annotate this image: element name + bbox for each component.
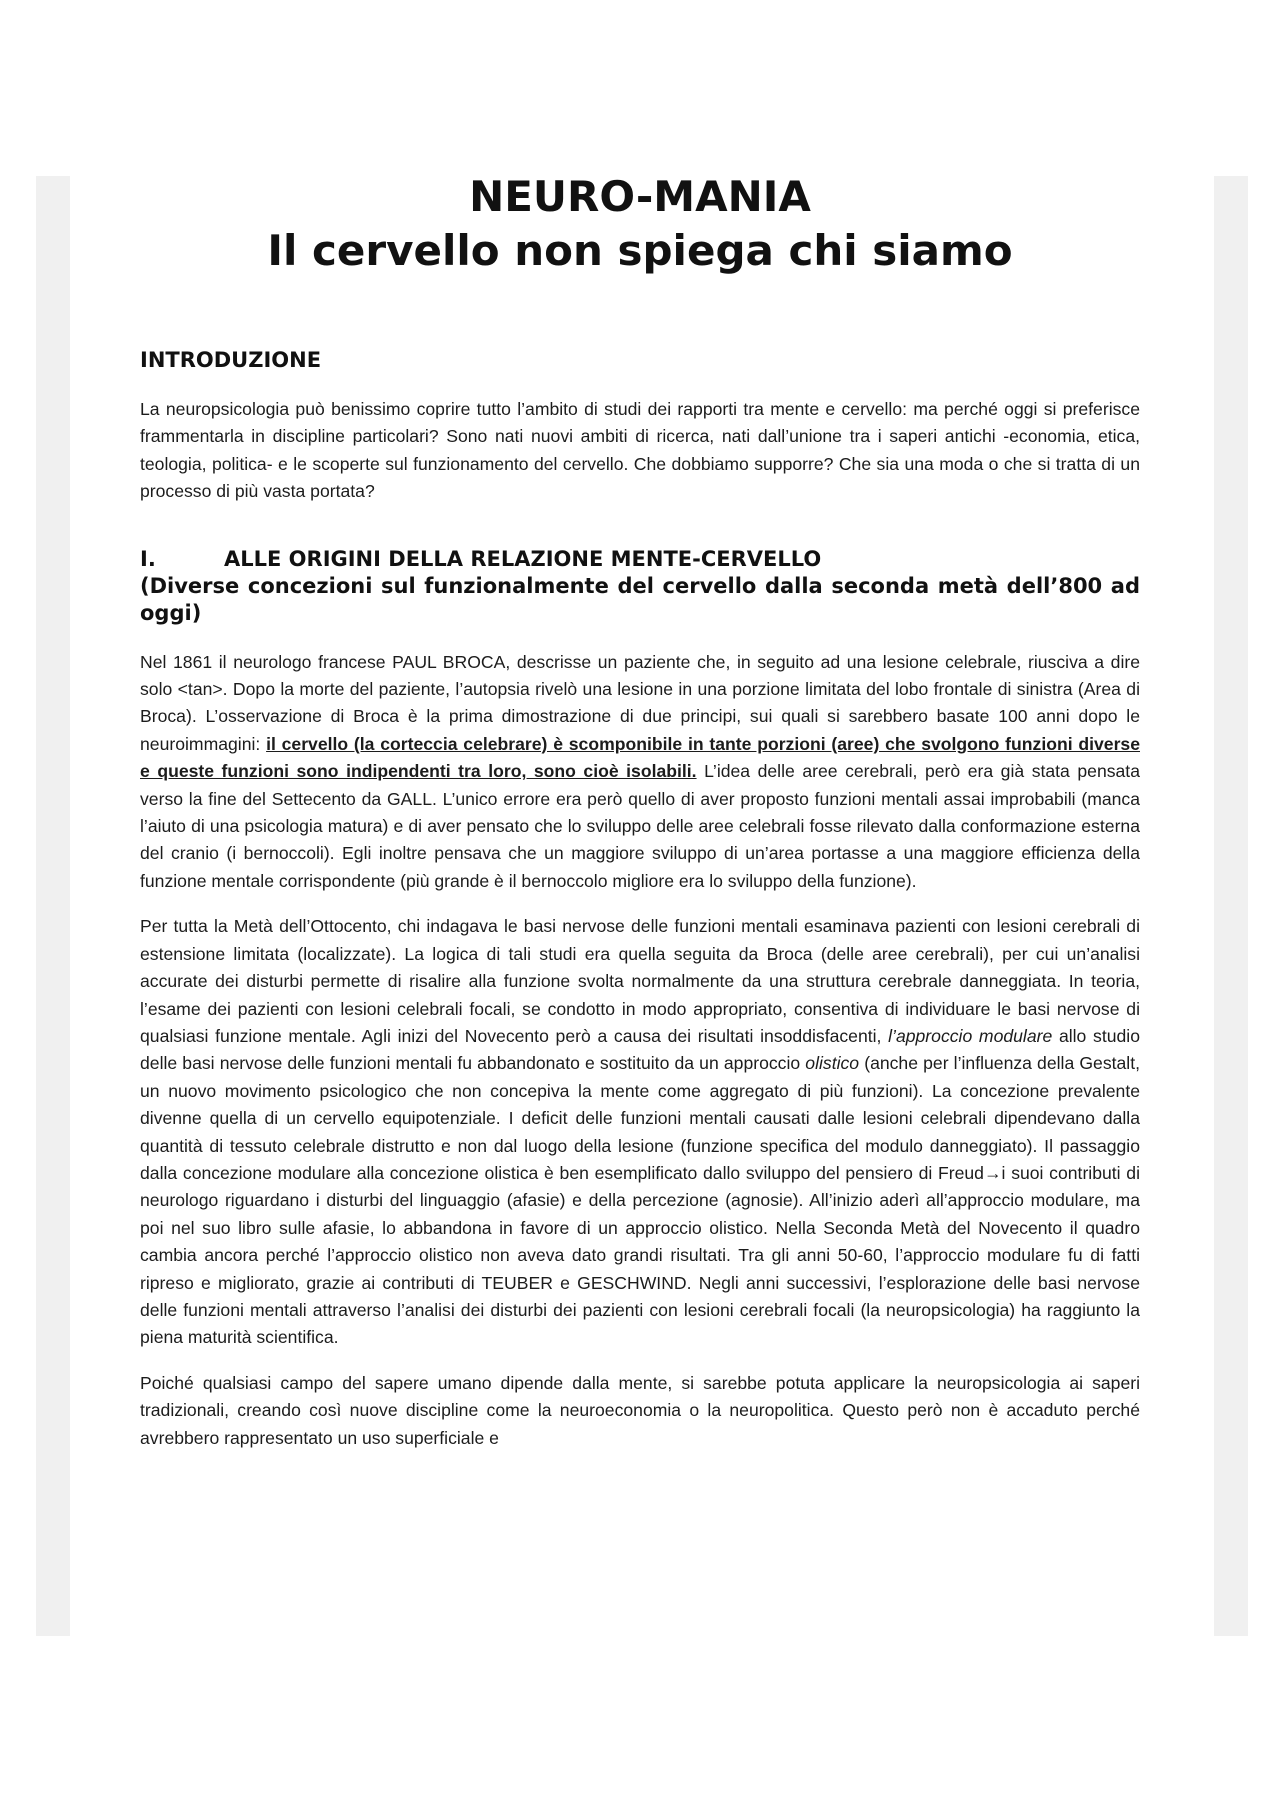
document-title [140,170,1140,278]
chapter-1-paragraph-3: Poiché qualsiasi campo del sapere umano dipende dalla mente, si sarebbe potuta applicare la neuropsicologia ai saperi tradizionali, creando così nuove discipline come la neuroeconomia o la neuropolitica. Questo però non è accaduto perché avrebbero rappresentato un uso superficiale e [140,1372,1140,1448]
chapter-1-title: ALLE ORIGINI DELLA RELAZIONE MENTE-CERVELLO [224,546,822,571]
chapter-1-subtitle: (Diverse concezioni sul funzionalmente del cervello dalla seconda metà dell’800 ad oggi) [140,573,1140,625]
p2-italic-modulare: l’approccio modulare [888,1025,1053,1046]
p1-highlight-principles: il cervello (la corteccia celebrare) è scomponibile in tante porzioni (aree) che svolgono funzioni diverse e queste funzioni sono indipendenti tra loro, sono cioè isolabili. [140,733,1140,782]
p2-text-a: Per tutta la Metà dell’Ottocento, chi indagava le basi nervose delle funzioni mentali esaminava pazienti con lesioni cerebrali di estensione limitata (localizzate). La logica di tali studi era quella seguita da Broca (delle aree cerebrali), per cui un’analisi accurate dei disturbi permette di risalire alla funzione svolta normalmente da una struttura cerebrale danneggiata. In teoria, l’esame dei pazienti con lesioni celebrali focali, se condotto in modo appropriato, consentiva di individuare le basi nervose di qualsiasi funzione mentale. Agli inizi del Novecento però a causa dei risultati insoddisfacenti, [140,916,1140,1046]
p1-text-a: Nel 1861 il neurologo francese PAUL BROCA, descrisse un paziente che, in seguito ad una lesione celebrale, riusciva a dire solo <tan>. Dopo la morte del paziente, l’autopsia rivelò una lesione in una porzione limitata del lobo frontale di sinistra (Area di Broca). L’osservazione di Broca è la prima dimostrazione di due principi, sui quali si sarebbero basate 100 anni dopo le neuroimmagini: [140,651,1140,754]
title-line-2: Il cervello non spiega chi siamo [267,226,1013,275]
p1-text-c: L’idea delle aree cerebrali, però era già stata pensata verso la fine del Settecento da GALL. L’unico errore era però quello di aver proposto funzioni mentali assai improbabili (manca l’aiuto di una psicologia matura) e di aver pensato che lo sviluppo delle aree celebrali fosse rilevato dalla conformazione esterna del cranio (i bernoccoli). Egli inoltre pensava che un maggiore sviluppo di un’area portasse a una maggiore efficienza della funzione mentale corrispondente (più grande è il bernoccolo migliore era lo sviluppo della funzione). [140,761,1140,891]
document-page [140,170,1140,1630]
chapter-1-heading [140,546,1140,627]
chapter-1-paragraph-1 [140,649,1140,896]
title-line-1: NEURO-MANIA [469,172,811,221]
page-gutter-right [1214,176,1248,1636]
chapter-1-title-row [140,546,1140,573]
chapter-1-paragraph-2 [140,913,1140,1352]
page-gutter-left [36,176,70,1636]
p2-text-b: allo studio delle basi nervose delle funzioni mentali fu abbandonato e sostituito da un approccio [140,1025,1140,1074]
intro-paragraph: La neuropsicologia può benissimo coprire tutto l’ambito di studi dei rapporti tra mente e cervello: ma perché oggi si preferisce frammentarla in discipline particolari? Sono nati nuovi ambiti di ricerca, nati dall’unione tra i saperi antichi -economia, etica, teologia, politica- e le scoperte sul funzionamento del cervello. Che dobbiamo supporre? Che sia una moda o che si tratta di un processo di più vasta portata? [140,399,1140,502]
chapter-1-number: I. [140,546,156,571]
p2-italic-olistico: olistico [805,1053,860,1074]
intro-heading: INTRODUZIONE [140,348,322,372]
p2-text-c: (anche per l’influenza della Gestalt, un nuovo movimento psicologico che non concepiva la mente come aggregato di più funzioni). La concezione prevalente divenne quella di un cervello equipotenziale. I deficit delle funzioni mentali causati dalle lesioni celebrali dipendevano dalla quantità di tessuto celebrale distrutto e non dal luogo della lesione (funzione specifica del modulo danneggiato). Il passaggio dalla concezione modulare alla concezione olistica è ben esemplificato dallo sviluppo del pensiero di Freud→i suoi contributi di neurologo riguardano i disturbi del linguaggio (afasie) e della percezione (agnosie). All’inizio aderì all’approccio modulare, ma poi nel suo libro sulle afasie, lo abbandona in favore di un approccio olistico. Nella Seconda Metà del Novecento il quadro cambia ancora perché l’approccio olistico non aveva dato grandi risultati. Tra gli anni 50-60, l’approccio modulare fu di fatti ripreso e migliorato, grazie ai contributi di TEUBER e GESCHWIND. Negli anni successivi, l’esplorazione delle basi nervose delle funzioni mentali attraverso l’analisi dei disturbi dei pazienti con lesioni cerebrali focali (la neuropsicologia) ha raggiunto la piena maturità scientifica. [140,1053,1140,1348]
